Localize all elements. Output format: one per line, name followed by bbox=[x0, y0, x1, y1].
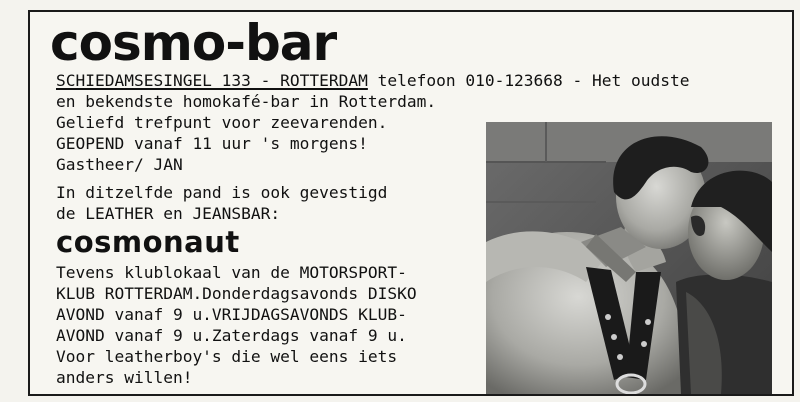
host-name: Gastheer/ JAN bbox=[56, 155, 183, 174]
description-line: In ditzelfde pand is ook gevestigd bbox=[56, 183, 388, 202]
description-line: en bekendste homokafé-bar in Rotterdam. bbox=[56, 92, 437, 111]
description-line: AVOND vanaf 9 u.VRIJDAGSAVONDS KLUB- bbox=[56, 305, 407, 324]
ad-subtitle: cosmonaut bbox=[56, 225, 240, 259]
address: SCHIEDAMSESINGEL 133 - ROTTERDAM bbox=[56, 71, 368, 90]
description-line: Tevens klublokaal van de MOTORSPORT- bbox=[56, 263, 407, 282]
description-line: Voor leatherboy's die wel eens iets bbox=[56, 347, 398, 366]
description-line: KLUB ROTTERDAM.Donderdagsavonds DISKO bbox=[56, 284, 417, 303]
description-line: Geliefd trefpunt voor zeevarenden. bbox=[56, 113, 388, 132]
opening-hours: GEOPEND vanaf 11 uur 's morgens! bbox=[56, 134, 368, 153]
address-line bbox=[56, 70, 689, 91]
description-line: AVOND vanaf 9 u.Zaterdags vanaf 9 u. bbox=[56, 326, 407, 345]
description-line: anders willen! bbox=[56, 368, 193, 387]
ad-title: cosmo-bar bbox=[50, 14, 337, 72]
description-line: de LEATHER en JEANSBAR: bbox=[56, 204, 281, 223]
phone-line-text: telefoon 010-123668 - Het oudste bbox=[367, 71, 690, 90]
photograph bbox=[486, 122, 772, 394]
advertisement-frame bbox=[28, 10, 794, 396]
